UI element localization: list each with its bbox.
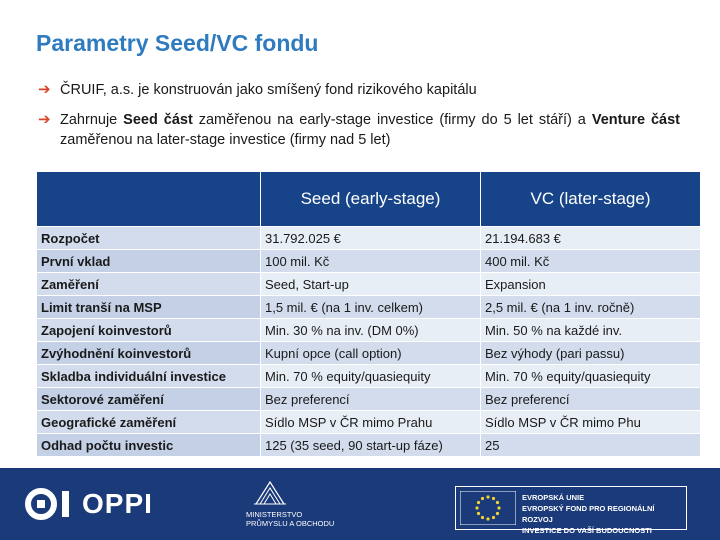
- table-row: [37, 250, 701, 273]
- table-row: [37, 227, 701, 250]
- table-header-row: [37, 172, 701, 227]
- arrow-right-icon: ➔: [38, 111, 51, 128]
- seed-value: Kupní opce (call option): [261, 342, 481, 365]
- table-row: [37, 388, 701, 411]
- table-row: [37, 434, 701, 457]
- bullet-item: [38, 80, 680, 100]
- arrow-right-icon: ➔: [38, 81, 51, 98]
- row-label: Odhad počtu investic: [37, 434, 261, 457]
- seed-value: 31.792.025 €: [261, 227, 481, 250]
- ministry-emblem-icon: [252, 478, 288, 508]
- table-header-seed: Seed (early-stage): [261, 172, 481, 227]
- row-label: Limit tranší na MSP: [37, 296, 261, 319]
- vc-value: Bez výhody (pari passu): [481, 342, 701, 365]
- table-row: [37, 296, 701, 319]
- eu-line: EVROPSKÁ UNIE: [522, 493, 585, 502]
- vc-value: Bez preferencí: [481, 388, 701, 411]
- eu-flag-icon: [460, 491, 516, 525]
- bullet-text-part: zaměřenou na early-stage investice (firmy do 5 let stáří) a: [192, 112, 592, 128]
- seed-value: 125 (35 seed, 90 start-up fáze): [261, 434, 481, 457]
- ministry-text: [246, 510, 334, 528]
- bullet-list: [38, 80, 680, 150]
- seed-value: Sídlo MSP v ČR mimo Prahu: [261, 411, 481, 434]
- bullet-text-part: Zahrnuje: [60, 112, 124, 128]
- row-label: Skladba individuální investice: [37, 365, 261, 388]
- row-label: Zvýhodnění koinvestorů: [37, 342, 261, 365]
- ministry-line: PRŮMYSLU A OBCHODU: [246, 519, 335, 528]
- oppi-wordmark: OPPI: [82, 488, 153, 519]
- vc-value: Expansion: [481, 273, 701, 296]
- table-row: [37, 365, 701, 388]
- eu-logo-box: [455, 486, 687, 535]
- bullet-text: ČRUIF, a.s. je konstruován jako smíšený fond rizikového kapitálu: [60, 82, 477, 98]
- table-row: [37, 319, 701, 342]
- eu-text: [522, 492, 686, 536]
- seed-value: Min. 30 % na inv. (DM 0%): [261, 319, 481, 342]
- table-row: [37, 342, 701, 365]
- seed-value: 1,5 mil. € (na 1 inv. celkem): [261, 296, 481, 319]
- vc-value: Min. 50 % na každé inv.: [481, 319, 701, 342]
- table-row: [37, 411, 701, 434]
- vc-value: 2,5 mil. € (na 1 inv. ročně): [481, 296, 701, 319]
- bullet-text-part: zaměřenou na later-stage investice (firmy nad 5 let): [60, 132, 391, 148]
- slide-title: Parametry Seed/VC fondu: [36, 30, 319, 56]
- seed-value: Min. 70 % equity/quasiequity: [261, 365, 481, 388]
- bullet-bold-text: Seed část: [123, 112, 193, 128]
- vc-value: 25: [481, 434, 701, 457]
- seed-value: Bez preferencí: [261, 388, 481, 411]
- row-label: Zaměření: [37, 273, 261, 296]
- bullet-bold-text: Venture část: [591, 112, 680, 128]
- eu-line: EVROPSKÝ FOND PRO REGIONÁLNÍ ROZVOJ: [522, 504, 655, 524]
- table-row: [37, 273, 701, 296]
- vc-value: Sídlo MSP v ČR mimo Phu: [481, 411, 701, 434]
- row-label: Zapojení koinvestorů: [37, 319, 261, 342]
- table-header-cell: [37, 172, 261, 227]
- vc-value: 400 mil. Kč: [481, 250, 701, 273]
- ministry-line: MINISTERSTVO: [246, 510, 303, 519]
- table-header-vc: VC (later-stage): [481, 172, 701, 227]
- vc-value: 21.194.683 €: [481, 227, 701, 250]
- row-label: Geografické zaměření: [37, 411, 261, 434]
- parameters-table: [36, 171, 700, 457]
- seed-value: Seed, Start-up: [261, 273, 481, 296]
- vc-value: Min. 70 % equity/quasiequity: [481, 365, 701, 388]
- row-label: Sektorové zaměření: [37, 388, 261, 411]
- bullet-item: [38, 110, 680, 150]
- eu-line: INVESTICE DO VAŠÍ BUDOUCNOSTI: [522, 526, 652, 535]
- row-label: Rozpočet: [37, 227, 261, 250]
- oppi-logo-icon: [24, 487, 76, 521]
- seed-value: 100 mil. Kč: [261, 250, 481, 273]
- row-label: První vklad: [37, 250, 261, 273]
- footer-bar: [0, 468, 720, 540]
